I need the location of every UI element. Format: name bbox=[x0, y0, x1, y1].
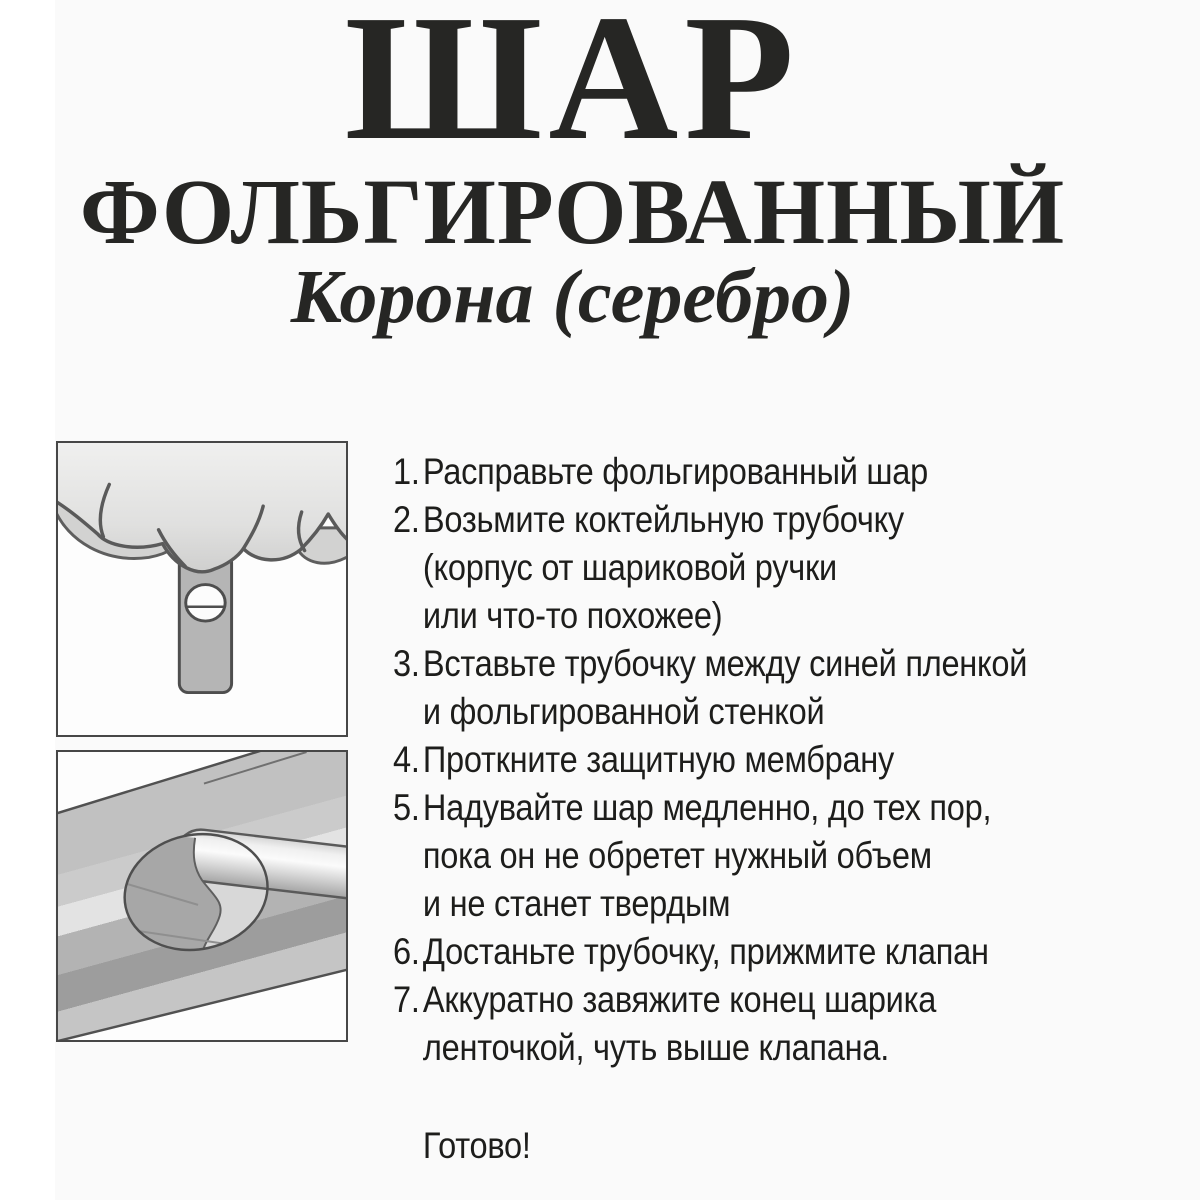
instruction-line: Аккуратно завяжите конец шарика bbox=[422, 979, 937, 1020]
instruction-line: пока он не обретет нужный объем bbox=[422, 835, 932, 876]
instruction-number: 4. bbox=[393, 739, 420, 780]
instruction-item bbox=[393, 976, 1185, 1072]
instruction-number: 7. bbox=[393, 979, 420, 1020]
straw-insert-illustration bbox=[58, 752, 346, 1040]
instruction-item bbox=[393, 736, 1185, 784]
figure-straw-in-valve bbox=[56, 750, 348, 1042]
instruction-text bbox=[423, 784, 991, 928]
page-title: ШАР bbox=[344, 0, 801, 177]
instruction-line: и фольгированной стенкой bbox=[422, 691, 825, 732]
instruction-list bbox=[393, 448, 1185, 1170]
instruction-item bbox=[393, 640, 1185, 736]
instruction-text bbox=[423, 496, 904, 640]
instruction-line: или что-то похожее) bbox=[422, 595, 723, 636]
instruction-item bbox=[393, 928, 1185, 976]
instruction-line: и не станет твердым bbox=[422, 883, 731, 924]
instruction-line: ленточкой, чуть выше клапана. bbox=[422, 1027, 890, 1068]
instruction-line: Возьмите коктейльную трубочку bbox=[422, 499, 904, 540]
instruction-text bbox=[423, 448, 928, 496]
valve-hole bbox=[186, 585, 225, 621]
balloon-bottom-illustration bbox=[58, 443, 346, 735]
instruction-item bbox=[393, 448, 1185, 496]
instruction-items bbox=[393, 448, 1185, 1072]
done-label: Готово! bbox=[422, 1125, 531, 1166]
instruction-number: 5. bbox=[393, 787, 420, 828]
instruction-text bbox=[423, 928, 989, 976]
instruction-number: 1. bbox=[393, 451, 420, 492]
instruction-line: Проткните защитную мембрану bbox=[422, 739, 895, 780]
instruction-line: Достаньте трубочку, прижмите клапан bbox=[422, 931, 989, 972]
instruction-text bbox=[423, 736, 894, 784]
page-subtitle: ФОЛЬГИРОВАННЫЙ bbox=[79, 161, 1066, 264]
instruction-text bbox=[423, 640, 1027, 736]
instruction-item bbox=[393, 784, 1185, 928]
instruction-text bbox=[423, 976, 936, 1072]
product-variant: Корона (серебро) bbox=[290, 255, 855, 339]
instruction-line: (корпус от шариковой ручки bbox=[422, 547, 837, 588]
instruction-number: 2. bbox=[393, 499, 420, 540]
instruction-item bbox=[393, 496, 1185, 640]
instruction-line: Надувайте шар медленно, до тех пор, bbox=[422, 787, 992, 828]
instruction-line: Расправьте фольгированный шар bbox=[422, 451, 928, 492]
instruction-number: 3. bbox=[393, 643, 420, 684]
valve-tab bbox=[179, 553, 231, 692]
instruction-line: Вставьте трубочку между синей пленкой bbox=[422, 643, 1028, 684]
instruction-number: 6. bbox=[393, 931, 420, 972]
figure-balloon-valve-tab bbox=[56, 441, 348, 737]
